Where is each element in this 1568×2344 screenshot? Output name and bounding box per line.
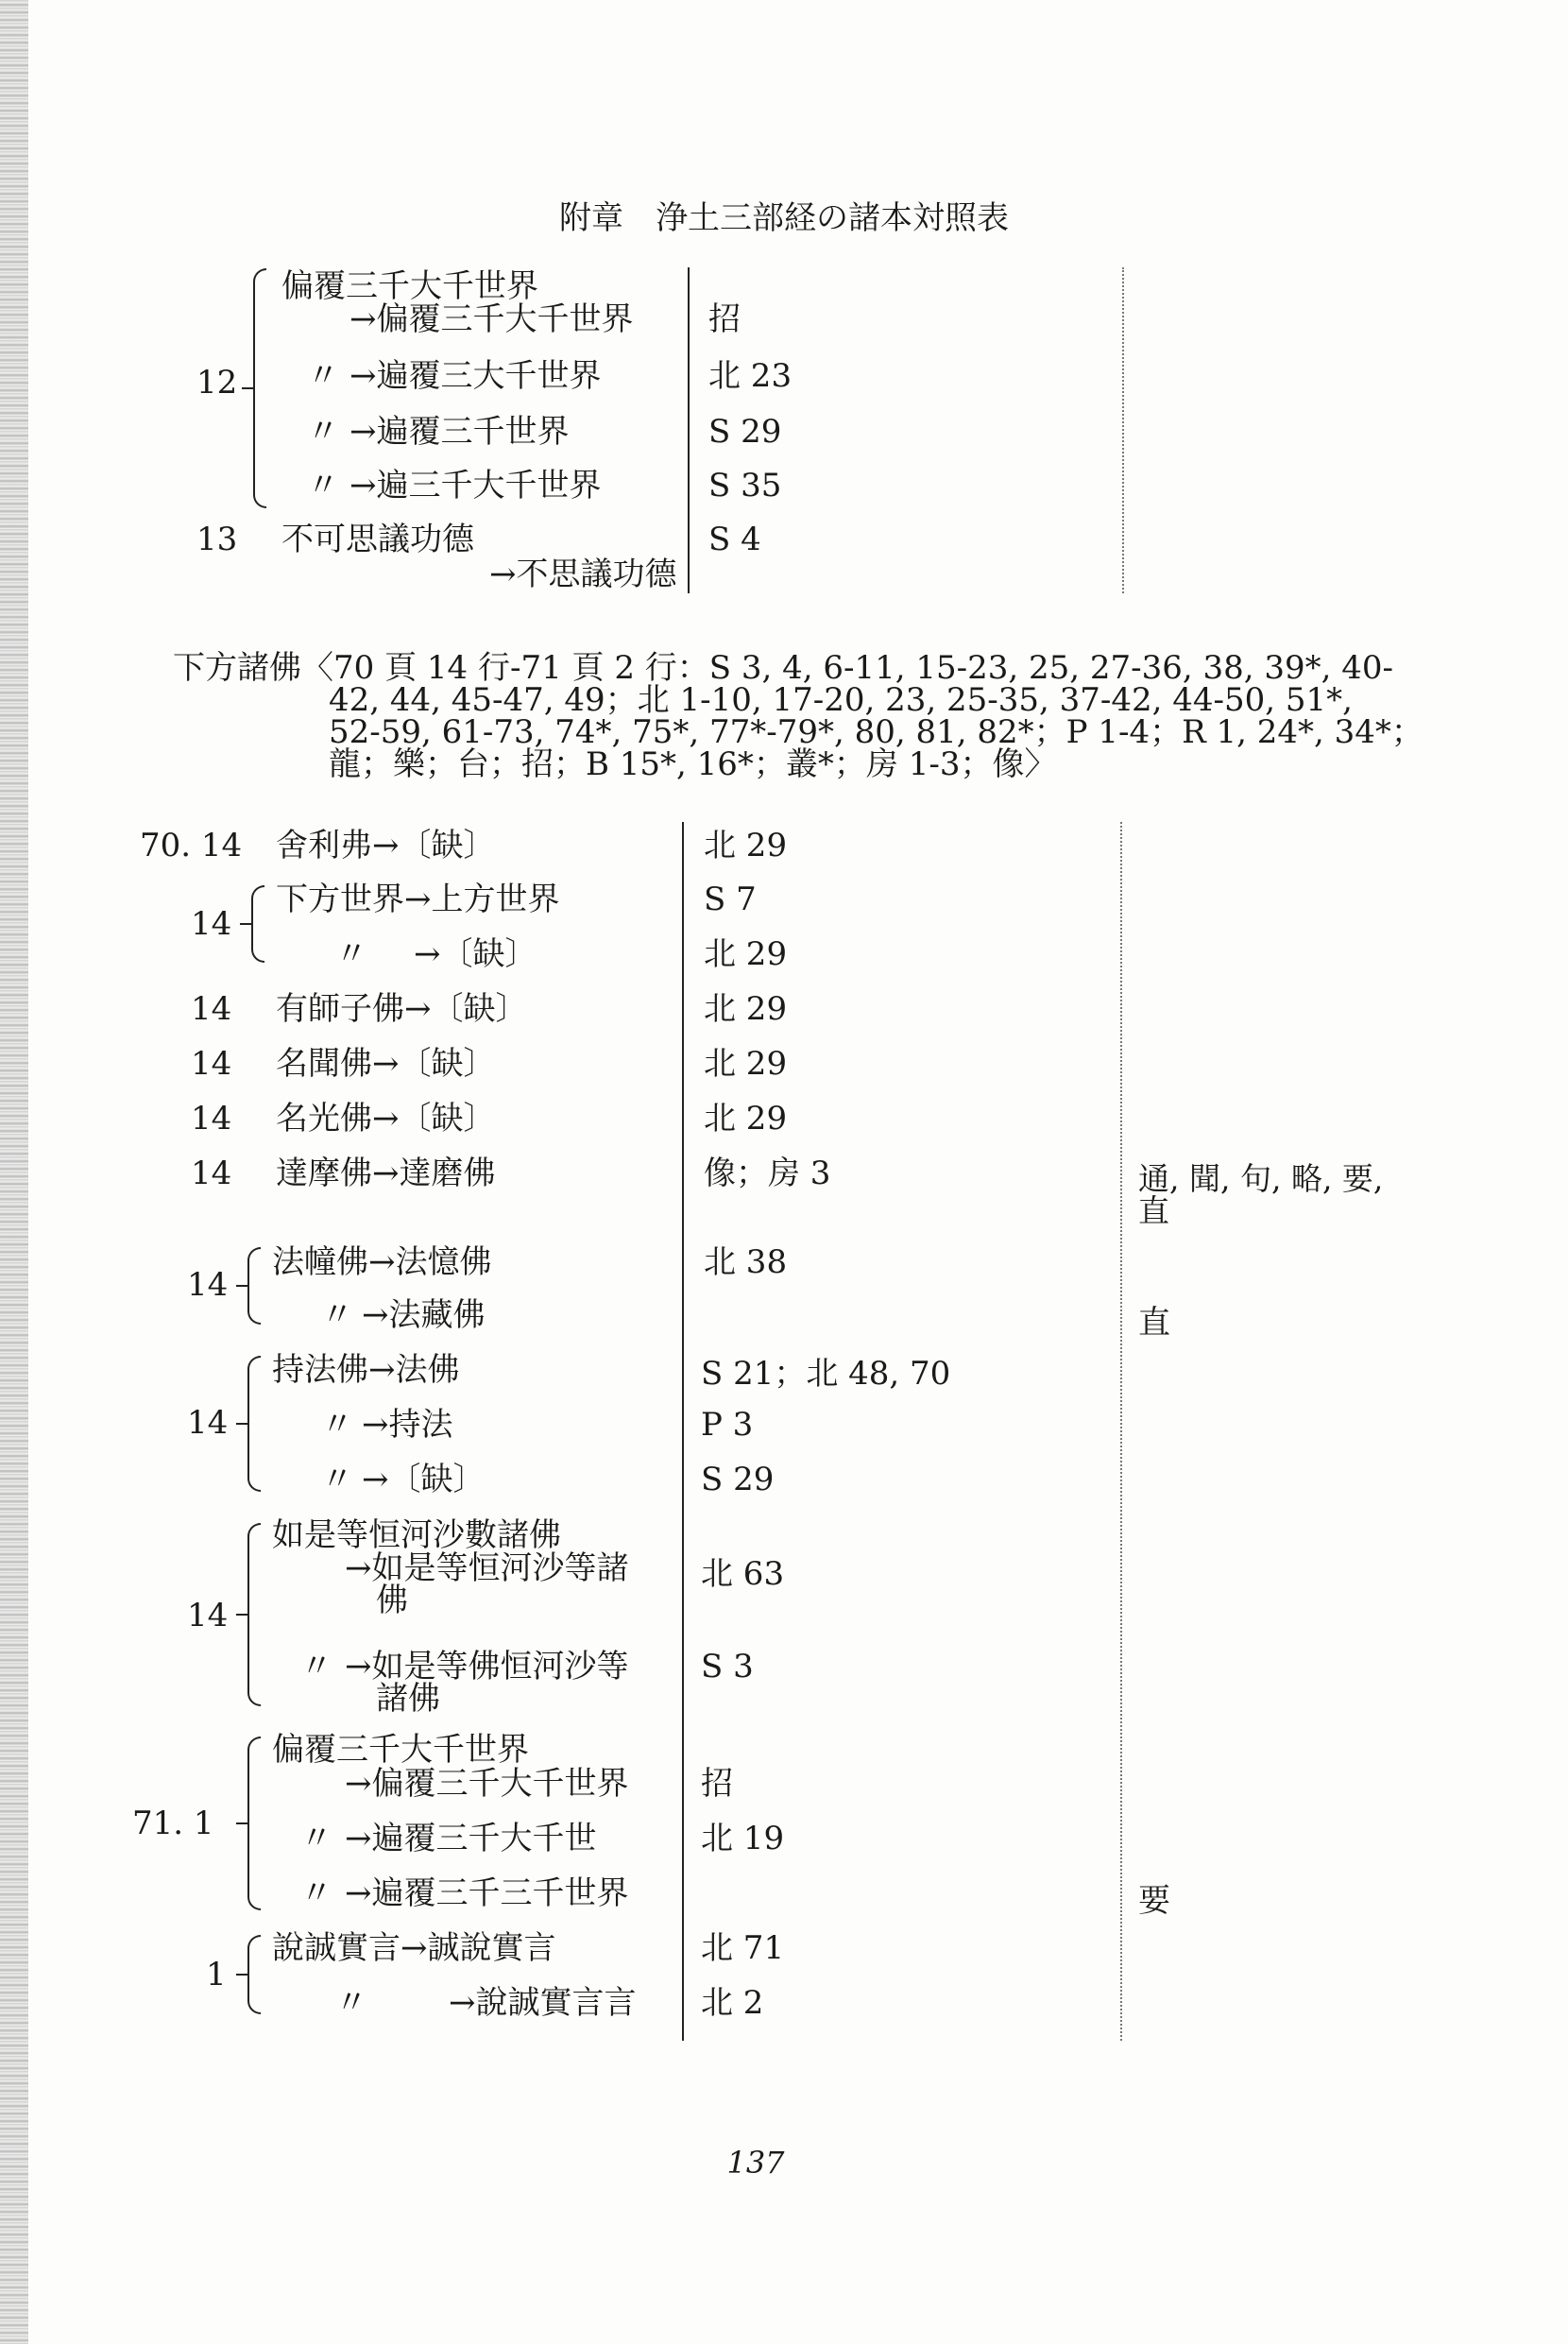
- source-ref: 北 19: [701, 1820, 785, 1857]
- variant-text: 下方世界→上方世界: [276, 881, 560, 918]
- variant-text: 名聞佛→〔缺〕: [276, 1045, 496, 1083]
- variant-text: →遍覆三千大千世: [345, 1820, 597, 1857]
- line-number: 1: [206, 1956, 227, 1993]
- scan-edge-shadow: [0, 0, 28, 2344]
- variant-text: →不思議功德: [489, 556, 677, 593]
- variant-text: →遍覆三千三千世界: [345, 1874, 629, 1912]
- variant-text: →持法: [362, 1406, 453, 1444]
- source-ref: S 29: [708, 413, 782, 451]
- source-ref: 北 38: [704, 1243, 788, 1281]
- section-heading: 下方諸佛: [173, 649, 301, 687]
- page-number: 137: [726, 2145, 785, 2181]
- variant-text: 說誠實言→誠說實言: [272, 1929, 556, 1967]
- variant-text: 佛: [376, 1582, 408, 1619]
- source-ref: 北 29: [704, 827, 788, 864]
- column-divider-dotted: [1122, 267, 1124, 593]
- line-number: 14: [187, 1404, 229, 1442]
- line-number: 14: [191, 990, 232, 1028]
- source-ref: P 3: [701, 1406, 754, 1444]
- column-divider: [688, 267, 690, 593]
- ditto-mark: 〃: [300, 1874, 332, 1912]
- note-text: 通, 聞, 句, 略, 要,: [1138, 1160, 1384, 1197]
- source-ref: S 21；北 48, 70: [701, 1355, 951, 1393]
- variant-text: →遍覆三千世界: [349, 413, 570, 451]
- source-ref: S 4: [708, 521, 761, 558]
- line-number: 14: [191, 1155, 232, 1192]
- line-number: 14: [191, 1045, 232, 1083]
- variant-text: →法藏佛: [362, 1296, 486, 1334]
- page-header: 附章 浄土三部経の諸本対照表: [559, 199, 1009, 237]
- ditto-mark: 〃: [307, 357, 339, 395]
- source-ref: 北 63: [701, 1555, 785, 1593]
- note-text: 直: [1138, 1304, 1170, 1342]
- note-text: 直: [1138, 1192, 1169, 1229]
- source-ref: 北 29: [704, 1045, 788, 1083]
- variant-text: →如是等佛恒河沙等: [345, 1648, 629, 1685]
- source-ref: 招: [708, 300, 741, 338]
- ditto-mark: 〃: [335, 1984, 367, 2022]
- source-ref: S 3: [701, 1648, 754, 1685]
- variant-text: 偏覆三千大千世界: [281, 267, 538, 305]
- column-divider-dotted: [1120, 822, 1122, 2041]
- ditto-mark: 〃: [300, 1648, 332, 1685]
- section-sources-line: 龍；樂；台；招；B 15*, 16*；叢*；房 1-3；像〉: [329, 745, 1057, 783]
- line-number: 12: [196, 364, 238, 402]
- variant-text: 偏覆三千大千世界: [272, 1731, 529, 1769]
- section-sources-line: 〈70 頁 14 行-71 頁 2 行：S 3, 4, 6-11, 15-23, 25, 27-36, 38, 39*, 40-: [301, 649, 1393, 687]
- source-ref: S 29: [701, 1461, 775, 1498]
- source-ref: 北 23: [708, 357, 793, 395]
- variant-text: 諸佛: [376, 1680, 440, 1718]
- brace: [251, 885, 264, 963]
- source-ref: S 7: [704, 881, 757, 918]
- brace: [247, 1935, 261, 2014]
- variant-text: →〔缺〕: [414, 935, 537, 973]
- source-ref: 北 29: [704, 990, 788, 1028]
- source-ref: 像；房 3: [704, 1155, 831, 1192]
- variant-text: 如是等恒河沙數諸佛: [272, 1516, 561, 1554]
- line-number: 14: [187, 1597, 229, 1634]
- brace: [247, 1737, 261, 1910]
- ditto-mark: 〃: [307, 467, 339, 505]
- line-number: 14: [187, 1266, 229, 1304]
- variant-text: 持法佛→法佛: [272, 1351, 460, 1389]
- source-ref: 北 29: [704, 1100, 788, 1138]
- brace: [247, 1356, 261, 1492]
- variant-text: →偏覆三千大千世界: [345, 1765, 629, 1803]
- variant-text: 不可思議功德: [281, 521, 474, 558]
- source-ref: 北 29: [704, 935, 788, 973]
- variant-text: →偏覆三千大千世界: [349, 300, 634, 338]
- line-number: 70. 14: [140, 827, 243, 864]
- brace: [247, 1247, 261, 1325]
- ditto-mark: 〃: [335, 935, 367, 973]
- variant-text: 達摩佛→達磨佛: [276, 1155, 496, 1192]
- ditto-mark: 〃: [321, 1406, 353, 1444]
- brace: [247, 1523, 261, 1706]
- line-number: 14: [191, 905, 232, 943]
- line-number: 71. 1: [132, 1805, 214, 1842]
- variant-text: →〔缺〕: [362, 1461, 486, 1498]
- variant-text: →遍覆三大千世界: [349, 357, 602, 395]
- variant-text: 舍利弗→〔缺〕: [276, 827, 496, 864]
- note-text: 要: [1138, 1882, 1170, 1920]
- variant-text: 名光佛→〔缺〕: [276, 1100, 496, 1138]
- brace: [253, 268, 266, 508]
- section-sources-line: 42, 44, 45-47, 49；北 1-10, 17-20, 23, 25-35, 37-42, 44-50, 51*,: [329, 681, 1353, 719]
- ditto-mark: 〃: [300, 1820, 332, 1857]
- variant-text: →遍三千大千世界: [349, 467, 602, 505]
- ditto-mark: 〃: [307, 413, 339, 451]
- source-ref: S 35: [708, 467, 782, 505]
- column-divider: [682, 822, 684, 2041]
- source-ref: 北 71: [701, 1929, 785, 1967]
- variant-text: 法幢佛→法憶佛: [272, 1243, 492, 1281]
- variant-text: →如是等恒河沙等諸: [345, 1549, 629, 1587]
- line-number: 13: [196, 521, 238, 558]
- section-intro: [173, 649, 1423, 783]
- ditto-mark: 〃: [321, 1296, 353, 1334]
- source-ref: 招: [701, 1765, 733, 1803]
- section-sources-line: 52-59, 61-73, 74*, 75*, 77*-79*, 80, 81, 82*；P 1-4；R 1, 24*, 34*；: [329, 713, 1423, 751]
- line-number: 14: [191, 1100, 232, 1138]
- ditto-mark: 〃: [321, 1461, 353, 1498]
- source-ref: 北 2: [701, 1984, 764, 2022]
- variant-text: →說誠實言言: [449, 1984, 637, 2022]
- variant-text: 有師子佛→〔缺〕: [276, 990, 528, 1028]
